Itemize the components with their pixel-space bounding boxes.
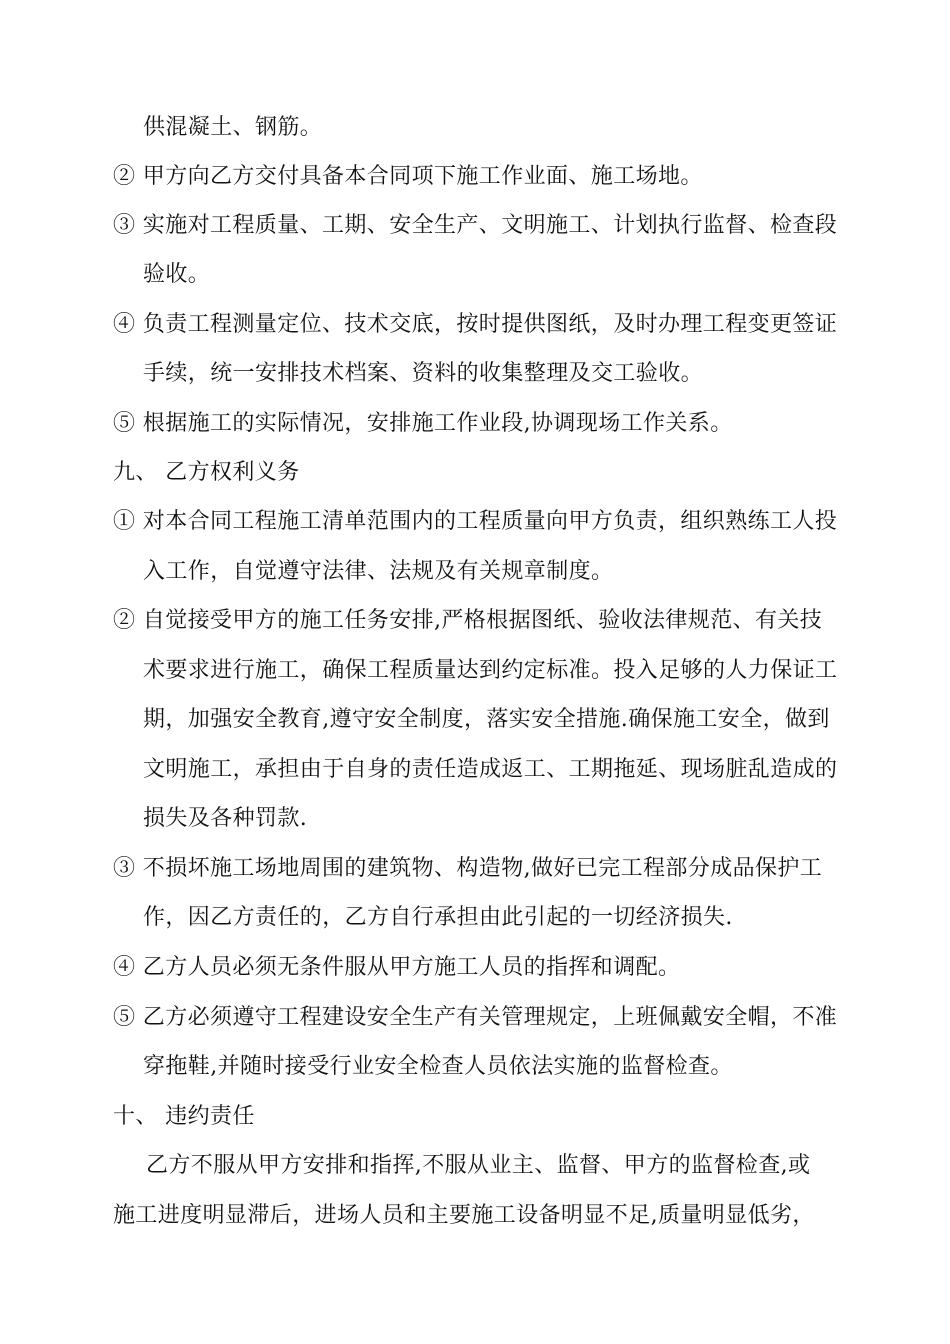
- list-item: ④ 负责工程测量定位、技术交底，按时提供图纸，及时办理工程变更签证: [113, 312, 838, 337]
- paragraph-line: 施工进度明显滞后，进场人员和主要施工设备明显不足,质量明显低劣，: [113, 1203, 815, 1228]
- text-line: 期，加强安全教育,遵守安全制度，落实安全措施.确保施工安全，做到: [143, 707, 830, 732]
- paragraph-line: 乙方不服从甲方安排和指挥,不服从业主、监督、甲方的监督检查,或: [146, 1153, 811, 1178]
- list-item: ④ 乙方人员必须无条件服从甲方施工人员的指挥和调配。: [113, 955, 681, 980]
- text-line: 手续，统一安排技术档案、资料的收集整理及交工验收。: [143, 361, 704, 386]
- list-item: ③ 不损坏施工场地周围的建筑物、构造物,做好已完工程部分成品保护工: [113, 856, 823, 881]
- text-line: 作，因乙方责任的，乙方自行承担由此引起的一切经济损失.: [143, 905, 733, 930]
- text-line: 验收。: [143, 262, 211, 287]
- list-item: ⑤ 根据施工的实际情况，安排施工作业段,协调现场工作关系。: [113, 411, 733, 436]
- text-line: 损失及各种罚款.: [143, 806, 308, 831]
- text-line: 术要求进行施工，确保工程质量达到约定标准。投入足够的人力保证工: [143, 658, 838, 683]
- list-item: ⑤ 乙方必须遵守工程建设安全生产有关管理规定，上班佩戴安全帽，不准: [113, 1005, 838, 1030]
- list-item: ③ 实施对工程质量、工期、安全生产、文明施工、计划执行监督、检查段: [113, 213, 838, 238]
- list-item: ① 对本合同工程施工清单范围内的工程质量向甲方负责，组织熟练工人投: [113, 509, 838, 534]
- section-heading: 九、 乙方权利义务: [113, 460, 300, 485]
- list-item: ② 甲方向乙方交付具备本合同项下施工作业面、施工场地。: [113, 164, 703, 189]
- text-line: 文明施工，承担由于自身的责任造成返工、工期拖延、现场脏乱造成的: [143, 757, 838, 782]
- text-line: 穿拖鞋,并随时接受行业安全检查人员依法实施的监督检查。: [143, 1054, 733, 1079]
- text-line: 供混凝土、钢筋。: [143, 115, 323, 140]
- section-heading: 十、 违约责任: [113, 1104, 255, 1129]
- text-line: 入工作，自觉遵守法律、法规及有关规章制度。: [143, 559, 614, 584]
- list-item: ② 自觉接受甲方的施工任务安排,严格根据图纸、验收法律规范、有关技: [113, 608, 823, 633]
